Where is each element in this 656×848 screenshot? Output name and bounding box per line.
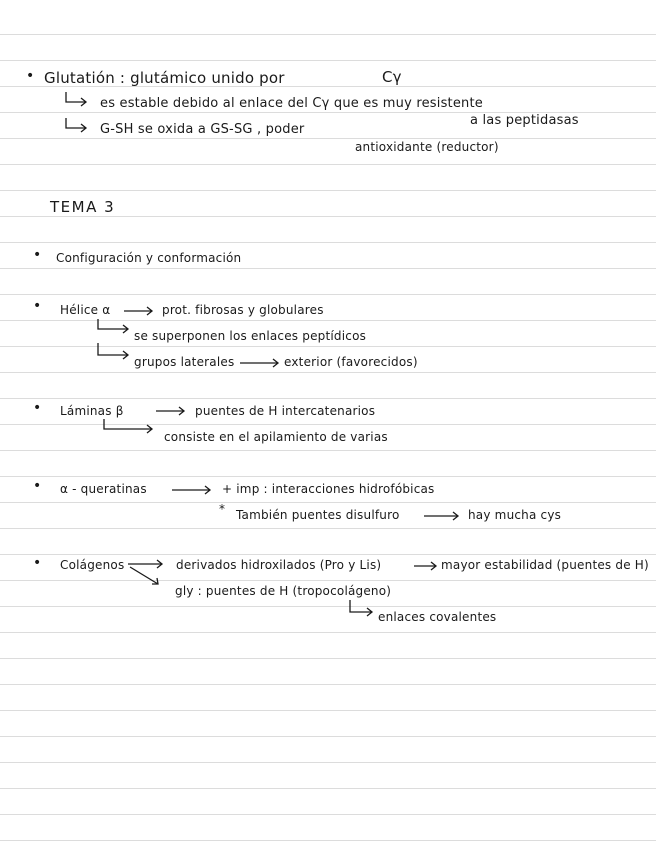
laminas-sub1: consiste en el apilamiento de varias [164, 430, 388, 444]
hook-arrow-icon [96, 343, 132, 361]
colagenos-sub: enlaces covalentes [378, 610, 497, 624]
helice-lead-tail: prot. fibrosas y globulares [162, 303, 324, 317]
bullet: • [33, 247, 42, 263]
arrow-right-icon [156, 406, 186, 416]
helice-sub2-a: grupos laterales [134, 355, 235, 369]
arrow-right-icon [240, 358, 282, 368]
bullet: • [33, 555, 42, 571]
helice-sub1: se superponen los enlaces peptídicos [134, 329, 367, 343]
arrow-right-icon [124, 306, 154, 316]
configuracion-text: Configuración y conformación [56, 251, 242, 265]
bullet: • [33, 478, 42, 494]
colagenos-branch2: gly : puentes de H (tropocolágeno) [175, 584, 392, 598]
glutation-sub2: G-SH se oxida a GS-SG , poder [100, 122, 305, 137]
laminas-lead: Láminas β [60, 404, 124, 418]
queratinas-lead: α - queratinas [60, 482, 147, 496]
arrow-right-icon [424, 511, 462, 521]
arrow-right-icon [414, 561, 440, 571]
hook-arrow-icon [102, 419, 156, 435]
glutation-sub2-cont: antioxidante (reductor) [355, 140, 499, 154]
glutation-title: Glutatión : glutámico unido por [44, 69, 285, 87]
colagenos-lead: Colágenos [60, 558, 125, 572]
glutation-title-tail: Cγ [382, 68, 402, 86]
glutation-sub1-cont: a las peptidasas [470, 113, 579, 128]
bullet: • [33, 400, 42, 416]
queratinas-sub1-a: También puentes disulfuro [236, 508, 400, 522]
glutation-sub1: es estable debido al enlace del Cγ que es muy resistente [100, 96, 483, 111]
arrow-right-icon [172, 485, 214, 495]
colagenos-branch1-a: derivados hidroxilados (Pro y Lis) [176, 558, 382, 572]
section-heading: TEMA 3 [50, 198, 116, 216]
hook-arrow-icon [64, 118, 90, 134]
hook-arrow-icon [64, 92, 90, 108]
asterisk: * [219, 502, 226, 516]
helice-sub2-b: exterior (favorecidos) [284, 355, 418, 369]
bullet: • [33, 298, 42, 314]
queratinas-sub1-b: hay mucha cys [468, 508, 562, 522]
helice-lead: Hélice α [60, 303, 111, 317]
hook-arrow-icon [348, 600, 376, 618]
colagenos-branch1-b: mayor estabilidad (puentes de H) [441, 558, 649, 572]
branch-arrows-icon [128, 558, 168, 588]
laminas-lead-tail: puentes de H intercatenarios [195, 404, 376, 418]
hook-arrow-icon [96, 319, 132, 335]
bullet: • [26, 68, 35, 84]
queratinas-lead-tail: + imp : interacciones hidrofóbicas [222, 482, 435, 496]
